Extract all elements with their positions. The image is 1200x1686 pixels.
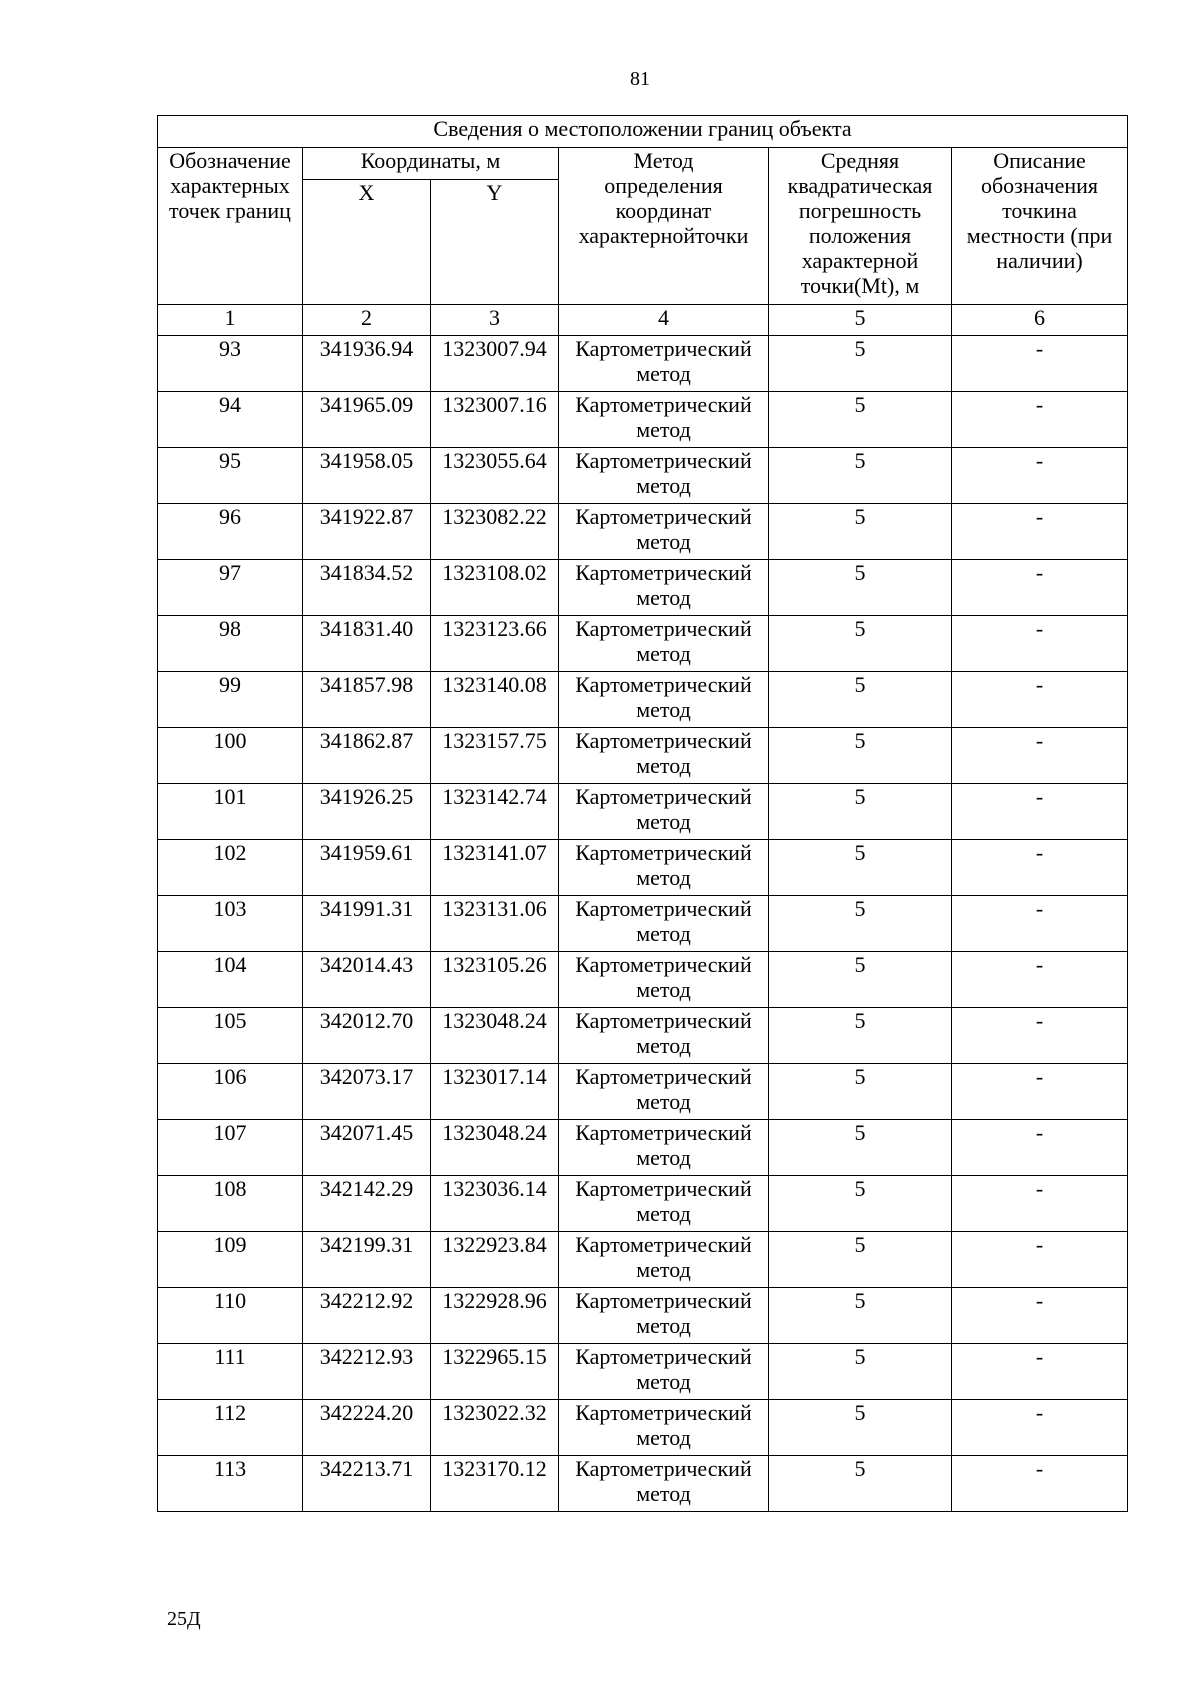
point-number-cell: 109	[158, 1232, 303, 1288]
point-number-cell: 111	[158, 1344, 303, 1400]
point-number-cell: 112	[158, 1400, 303, 1456]
description-cell: -	[952, 952, 1128, 1008]
method-text: Картометрический	[575, 1232, 752, 1257]
accuracy-cell: 5	[769, 336, 952, 392]
table-row	[158, 672, 1128, 728]
accuracy-cell: 5	[769, 1120, 952, 1176]
method-text: метод	[636, 1257, 691, 1282]
y-coordinate-cell: 1323108.02	[431, 560, 559, 616]
method-cell	[559, 336, 769, 392]
page-number: 81	[630, 68, 650, 90]
accuracy-cell: 5	[769, 896, 952, 952]
method-text: Картометрический	[575, 1400, 752, 1425]
description-cell: -	[952, 1232, 1128, 1288]
description-cell: -	[952, 448, 1128, 504]
method-text: метод	[636, 473, 691, 498]
method-cell	[559, 1456, 769, 1512]
header-accuracy: Средняя квадратическая погрешность положения характерной точки(Mt), м	[769, 148, 952, 305]
x-coordinate-cell: 342073.17	[303, 1064, 431, 1120]
method-text: метод	[636, 697, 691, 722]
x-coordinate-cell: 342012.70	[303, 1008, 431, 1064]
method-text: Картометрический	[575, 840, 752, 865]
method-text: Картометрический	[575, 336, 752, 361]
method-cell	[559, 1008, 769, 1064]
description-cell: -	[952, 616, 1128, 672]
table-row	[158, 952, 1128, 1008]
method-cell	[559, 1344, 769, 1400]
x-coordinate-cell: 341991.31	[303, 896, 431, 952]
method-text: метод	[636, 1201, 691, 1226]
table-row	[158, 1344, 1128, 1400]
point-number-cell: 98	[158, 616, 303, 672]
x-coordinate-cell: 341958.05	[303, 448, 431, 504]
method-cell	[559, 672, 769, 728]
method-cell	[559, 1064, 769, 1120]
y-coordinate-cell: 1323048.24	[431, 1120, 559, 1176]
method-text: метод	[636, 921, 691, 946]
point-number-cell: 110	[158, 1288, 303, 1344]
table-row	[158, 1232, 1128, 1288]
method-text: Картометрический	[575, 1288, 752, 1313]
description-cell: -	[952, 1176, 1128, 1232]
y-coordinate-cell: 1323131.06	[431, 896, 559, 952]
accuracy-cell: 5	[769, 1288, 952, 1344]
point-number-cell: 106	[158, 1064, 303, 1120]
table-row	[158, 1064, 1128, 1120]
method-text: Картометрический	[575, 1176, 752, 1201]
table-row	[158, 1400, 1128, 1456]
point-number-cell: 102	[158, 840, 303, 896]
x-coordinate-cell: 341926.25	[303, 784, 431, 840]
column-number: 6	[952, 305, 1128, 336]
x-coordinate-cell: 342071.45	[303, 1120, 431, 1176]
y-coordinate-cell: 1323036.14	[431, 1176, 559, 1232]
x-coordinate-cell: 342142.29	[303, 1176, 431, 1232]
accuracy-cell: 5	[769, 392, 952, 448]
accuracy-cell: 5	[769, 1008, 952, 1064]
method-text: метод	[636, 361, 691, 386]
table-row	[158, 1176, 1128, 1232]
method-text: метод	[636, 417, 691, 442]
x-coordinate-cell: 341936.94	[303, 336, 431, 392]
x-coordinate-cell: 341834.52	[303, 560, 431, 616]
y-coordinate-cell: 1322928.96	[431, 1288, 559, 1344]
x-coordinate-cell: 341831.40	[303, 616, 431, 672]
point-number-cell: 99	[158, 672, 303, 728]
point-number-cell: 104	[158, 952, 303, 1008]
table-row	[158, 392, 1128, 448]
method-text: метод	[636, 1369, 691, 1394]
x-coordinate-cell: 342213.71	[303, 1456, 431, 1512]
method-text: Картометрический	[575, 784, 752, 809]
accuracy-cell: 5	[769, 784, 952, 840]
point-number-cell: 94	[158, 392, 303, 448]
column-number: 4	[559, 305, 769, 336]
accuracy-cell: 5	[769, 1400, 952, 1456]
method-text: Картометрический	[575, 1008, 752, 1033]
table-row	[158, 616, 1128, 672]
accuracy-cell: 5	[769, 448, 952, 504]
method-text: Картометрический	[575, 1344, 752, 1369]
x-coordinate-cell: 342224.20	[303, 1400, 431, 1456]
method-cell	[559, 616, 769, 672]
method-text: Картометрический	[575, 896, 752, 921]
table-row	[158, 1120, 1128, 1176]
method-cell	[559, 784, 769, 840]
description-cell: -	[952, 672, 1128, 728]
method-text: Картометрический	[575, 448, 752, 473]
method-cell	[559, 840, 769, 896]
x-coordinate-cell: 342014.43	[303, 952, 431, 1008]
x-coordinate-cell: 341959.61	[303, 840, 431, 896]
method-cell	[559, 728, 769, 784]
table-caption: Сведения о местоположении границ объекта	[158, 116, 1128, 148]
table-row	[158, 504, 1128, 560]
x-coordinate-cell: 342199.31	[303, 1232, 431, 1288]
method-cell	[559, 1400, 769, 1456]
table-row	[158, 728, 1128, 784]
accuracy-cell: 5	[769, 672, 952, 728]
table-row	[158, 840, 1128, 896]
method-text: Картометрический	[575, 1064, 752, 1089]
y-coordinate-cell: 1323055.64	[431, 448, 559, 504]
boundary-points-table	[157, 115, 1128, 1512]
method-cell	[559, 1288, 769, 1344]
column-number: 2	[303, 305, 431, 336]
method-text: Картометрический	[575, 1120, 752, 1145]
description-cell: -	[952, 1064, 1128, 1120]
x-coordinate-cell: 342212.93	[303, 1344, 431, 1400]
method-text: метод	[636, 1033, 691, 1058]
method-cell	[559, 896, 769, 952]
y-coordinate-cell: 1323142.74	[431, 784, 559, 840]
accuracy-cell: 5	[769, 1064, 952, 1120]
y-coordinate-cell: 1323140.08	[431, 672, 559, 728]
method-cell	[559, 952, 769, 1008]
point-number-cell: 108	[158, 1176, 303, 1232]
description-cell: -	[952, 784, 1128, 840]
method-text: метод	[636, 1481, 691, 1506]
y-coordinate-cell: 1323007.94	[431, 336, 559, 392]
accuracy-cell: 5	[769, 1344, 952, 1400]
point-number-cell: 93	[158, 336, 303, 392]
point-number-cell: 105	[158, 1008, 303, 1064]
method-text: Картометрический	[575, 952, 752, 977]
accuracy-cell: 5	[769, 840, 952, 896]
table-row	[158, 896, 1128, 952]
point-number-cell: 101	[158, 784, 303, 840]
method-cell	[559, 1120, 769, 1176]
header-coordinates: Координаты, м	[303, 148, 559, 180]
table-row	[158, 784, 1128, 840]
method-text: метод	[636, 865, 691, 890]
y-coordinate-cell: 1323157.75	[431, 728, 559, 784]
table-row	[158, 1456, 1128, 1512]
column-number: 3	[431, 305, 559, 336]
y-coordinate-cell: 1323141.07	[431, 840, 559, 896]
description-cell: -	[952, 728, 1128, 784]
method-text: Картометрический	[575, 504, 752, 529]
point-number-cell: 107	[158, 1120, 303, 1176]
y-coordinate-cell: 1323082.22	[431, 504, 559, 560]
method-text: Картометрический	[575, 728, 752, 753]
table-body	[158, 336, 1128, 1512]
method-text: метод	[636, 809, 691, 834]
description-cell: -	[952, 336, 1128, 392]
table-row	[158, 1008, 1128, 1064]
point-number-cell: 96	[158, 504, 303, 560]
description-cell: -	[952, 840, 1128, 896]
description-cell: -	[952, 1008, 1128, 1064]
description-cell: -	[952, 1456, 1128, 1512]
x-coordinate-cell: 342212.92	[303, 1288, 431, 1344]
footer-code: 25Д	[167, 1608, 201, 1630]
x-coordinate-cell: 341965.09	[303, 392, 431, 448]
method-cell	[559, 392, 769, 448]
accuracy-cell: 5	[769, 1176, 952, 1232]
point-number-cell: 100	[158, 728, 303, 784]
y-coordinate-cell: 1323007.16	[431, 392, 559, 448]
x-coordinate-cell: 341862.87	[303, 728, 431, 784]
y-coordinate-cell: 1323048.24	[431, 1008, 559, 1064]
method-text: Картометрический	[575, 616, 752, 641]
point-number-cell: 113	[158, 1456, 303, 1512]
description-cell: -	[952, 1344, 1128, 1400]
header-designation: Обозначение характерных точек границ	[158, 148, 303, 305]
point-number-cell: 95	[158, 448, 303, 504]
method-text: метод	[636, 977, 691, 1002]
method-cell	[559, 1176, 769, 1232]
method-text: метод	[636, 1425, 691, 1450]
column-number: 1	[158, 305, 303, 336]
description-cell: -	[952, 1120, 1128, 1176]
x-coordinate-cell: 341922.87	[303, 504, 431, 560]
y-coordinate-cell: 1323022.32	[431, 1400, 559, 1456]
y-coordinate-cell: 1322965.15	[431, 1344, 559, 1400]
table-row	[158, 448, 1128, 504]
method-cell	[559, 1232, 769, 1288]
y-coordinate-cell: 1323017.14	[431, 1064, 559, 1120]
description-cell: -	[952, 504, 1128, 560]
accuracy-cell: 5	[769, 1456, 952, 1512]
method-text: метод	[636, 585, 691, 610]
method-text: метод	[636, 1089, 691, 1114]
method-text: Картометрический	[575, 1456, 752, 1481]
method-text: метод	[636, 1145, 691, 1170]
header-y: Y	[431, 180, 559, 305]
method-text: метод	[636, 529, 691, 554]
method-cell	[559, 560, 769, 616]
point-number-cell: 103	[158, 896, 303, 952]
description-cell: -	[952, 560, 1128, 616]
y-coordinate-cell: 1323123.66	[431, 616, 559, 672]
description-cell: -	[952, 1288, 1128, 1344]
accuracy-cell: 5	[769, 1232, 952, 1288]
column-number: 5	[769, 305, 952, 336]
method-text: метод	[636, 753, 691, 778]
method-text: Картометрический	[575, 560, 752, 585]
accuracy-cell: 5	[769, 728, 952, 784]
y-coordinate-cell: 1322923.84	[431, 1232, 559, 1288]
method-cell	[559, 448, 769, 504]
description-cell: -	[952, 1400, 1128, 1456]
y-coordinate-cell: 1323105.26	[431, 952, 559, 1008]
table-row	[158, 560, 1128, 616]
description-cell: -	[952, 896, 1128, 952]
header-description: Описание обозначения точкина местности (при наличии)	[952, 148, 1128, 305]
point-number-cell: 97	[158, 560, 303, 616]
y-coordinate-cell: 1323170.12	[431, 1456, 559, 1512]
method-text: Картометрический	[575, 392, 752, 417]
header-x: X	[303, 180, 431, 305]
accuracy-cell: 5	[769, 504, 952, 560]
table-row	[158, 1288, 1128, 1344]
method-cell	[559, 504, 769, 560]
accuracy-cell: 5	[769, 560, 952, 616]
method-text: метод	[636, 1313, 691, 1338]
method-text: метод	[636, 641, 691, 666]
method-text: Картометрический	[575, 672, 752, 697]
accuracy-cell: 5	[769, 616, 952, 672]
table-row	[158, 336, 1128, 392]
description-cell: -	[952, 392, 1128, 448]
header-method: Метод определения координат характернойточки	[559, 148, 769, 305]
x-coordinate-cell: 341857.98	[303, 672, 431, 728]
accuracy-cell: 5	[769, 952, 952, 1008]
